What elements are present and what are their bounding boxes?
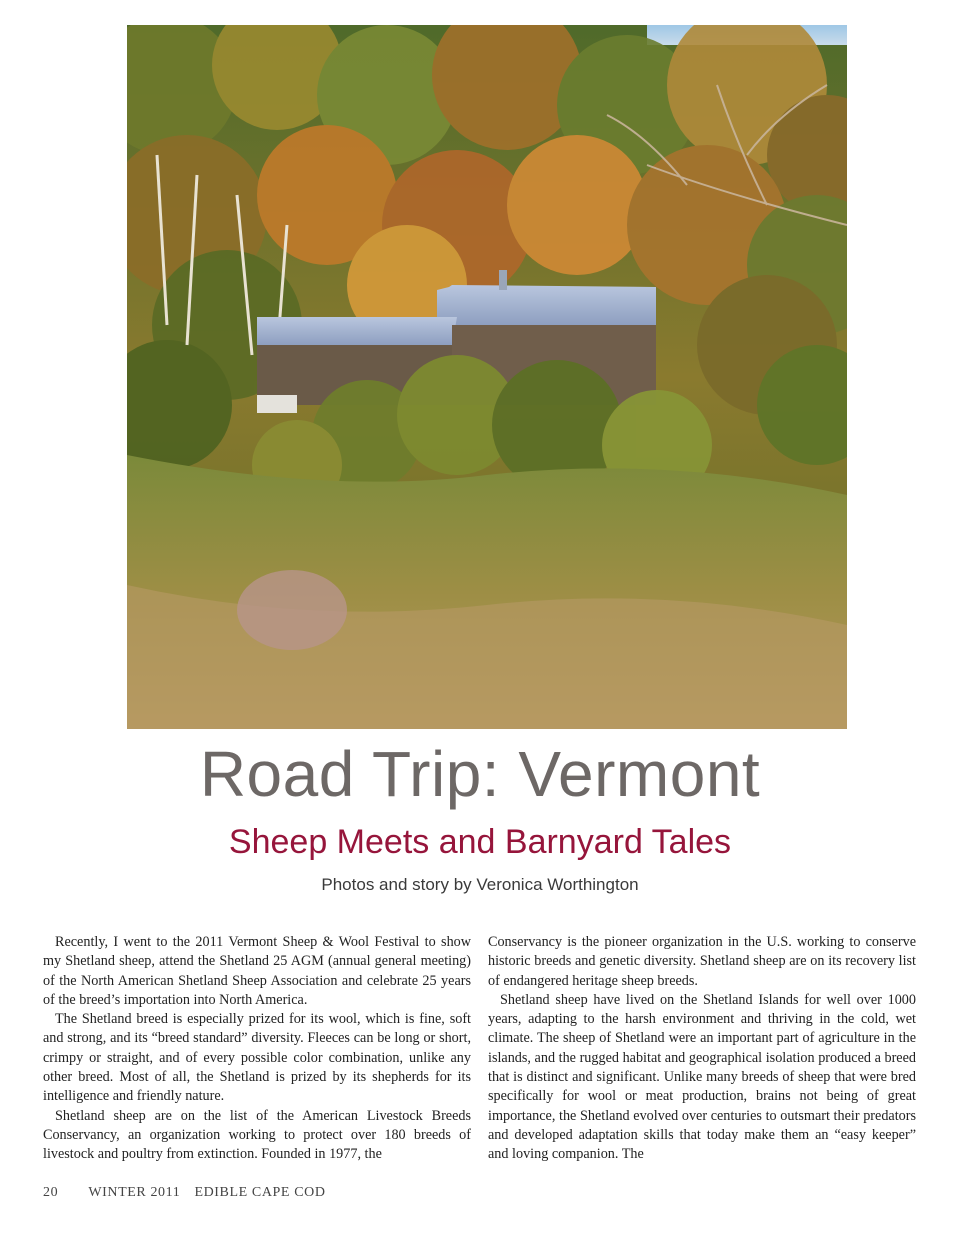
publication-name: EDIBLE CAPE COD xyxy=(194,1185,326,1200)
page-number: 20 xyxy=(43,1185,59,1200)
page-footer xyxy=(43,1185,326,1201)
article-subtitle: Sheep Meets and Barnyard Tales xyxy=(228,823,732,861)
article-byline: Photos and story by Veronica Worthington xyxy=(321,875,639,894)
barn-landscape-photo xyxy=(127,25,847,729)
paragraph: Shetland sheep have lived on the Shetland Islands for well over 1000 years, adapting to the harsh environment and thriving in the cold, wet climate. The sheep of Shetland were an important part of agriculture in the islands, and the rugged habitat and geographical isolation produced a breed that is distinct and significant. Unlike many breeds of sheep that were bred specifically for wool or meat production, brains not being of great importance, the Shetland evolved over centuries to outsmart their predators and developed adaptation skills that today make them an “easy keeper” and loving companion. The xyxy=(488,991,916,1163)
paragraph: Conservancy is the pioneer organization in the U.S. working to conserve historic breeds and genetic diversity. Shetland sheep are on its recovery list of endangered heritage sheep breeds. xyxy=(488,934,916,989)
issue-label: WINTER 2011 xyxy=(88,1185,181,1200)
article-title: Road Trip: Vermont xyxy=(199,738,761,810)
paragraph: The Shetland breed is especially prized for its wool, which is fine, soft and strong, and its “breed standard” diversity. Fleeces can be long or short, crimpy or straight, and of every possible color combination, unlike any other breed. Most of all, the Shetland is prized by its shepherds for its intelligence and friendly nature. xyxy=(43,1011,471,1105)
paragraph: Recently, I went to the 2011 Vermont Sheep & Wool Festival to show my Shetland sheep, attend the Shetland 25 AGM (annual general meeting) of the North American Shetland Sheep Association and celebrate 25 years of the breed’s importation into North America. xyxy=(43,934,471,1008)
article-column-left xyxy=(43,933,471,1165)
article-column-right xyxy=(488,933,916,1165)
paragraph: Shetland sheep are on the list of the American Livestock Breeds Conservancy, an organization working to protect over 180 breeds of livestock and poultry from extinction. Founded in 1977, the xyxy=(43,1107,471,1163)
